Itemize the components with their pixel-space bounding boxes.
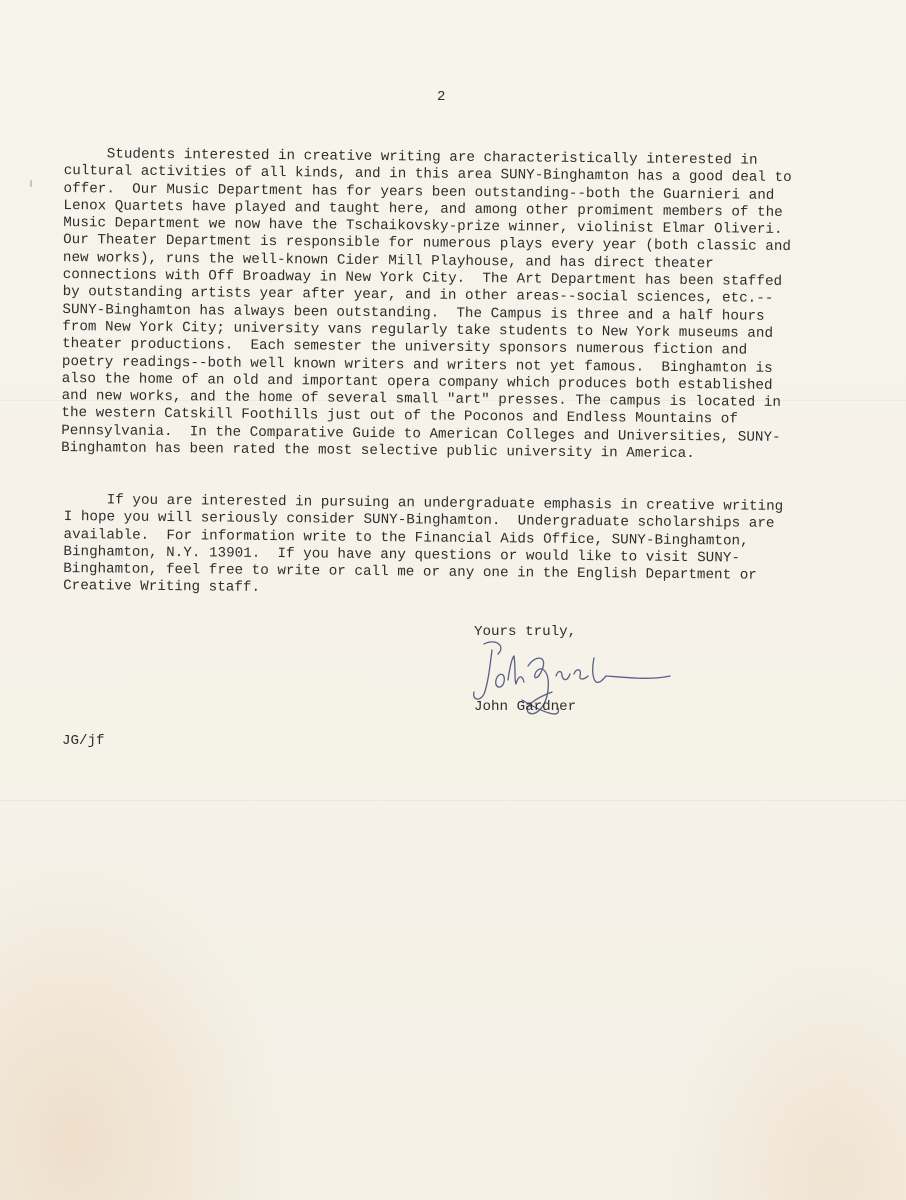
- body-paragraph-2: [63, 492, 854, 603]
- text-line: from New York City; university vans regularly take students to New York museums and: [62, 318, 774, 342]
- text-line: available. For information write to the Financial Aids Office, SUNY-Binghamton,: [63, 526, 749, 550]
- text-line: SUNY-Binghamton has always been outstanding. The Campus is three and a half hours: [62, 301, 765, 325]
- text-line: the western Catskill Foothills just out of the Poconos and Endless Mountains of: [61, 405, 739, 428]
- paper-mark: [30, 180, 32, 187]
- text-line: If you are interested in pursuing an undergraduate emphasis in creative writing: [63, 492, 784, 515]
- text-line: offer. Our Music Department has for years been outstanding--both the Guarnieri and: [63, 180, 775, 204]
- text-line: Binghamton, feel free to write or call me or any one in the English Department or: [63, 561, 757, 584]
- text-line: Students interested in creative writing are characteristically interested in: [63, 146, 758, 169]
- text-line: Lenox Quartets have played and taught here, and among other promiment members of the: [63, 197, 783, 221]
- text-line: cultural activities of all kinds, and in this area SUNY-Binghamton has a good deal to: [63, 163, 792, 187]
- text-line: theater productions. Each semester the university sponsors numerous fiction and: [62, 336, 748, 359]
- paper-crease: [0, 800, 906, 801]
- text-line: Pennsylvania. In the Comparative Guide to American Colleges and Universities, SUNY-: [61, 422, 781, 446]
- text-line: poetry readings--both well known writers and writers not yet famous. Binghamton is: [61, 353, 773, 377]
- page-number: 2: [437, 89, 446, 105]
- signer-name: John Gardner: [474, 699, 577, 715]
- text-line: Our Theater Department is responsible for numerous plays every year (both classic and: [63, 232, 792, 256]
- text-line: Creative Writing staff.: [63, 578, 261, 597]
- text-line: connections with Off Broadway in New York City. The Art Department has been staffed: [62, 267, 783, 290]
- text-line: also the home of an old and important opera company which produces both established: [61, 370, 773, 394]
- text-line: Binghamton has been rated the most selective public university in America.: [61, 440, 695, 463]
- text-line: by outstanding artists year after year, and in other areas--social sciences, etc.--: [62, 284, 774, 308]
- text-line: Binghamton, N.Y. 13901. If you have any questions or would like to visit SUNY-: [63, 543, 741, 567]
- body-paragraph-1: [61, 146, 854, 465]
- text-line: I hope you will seriously consider SUNY-Binghamton. Undergraduate scholarships are: [63, 509, 775, 533]
- closing-salutation: Yours truly,: [474, 624, 577, 640]
- text-line: and new works, and the home of several small "art" presses. The campus is located in: [61, 388, 782, 412]
- text-line: new works), runs the well-known Cider Mill Playhouse, and has direct theater: [62, 249, 714, 273]
- text-line: Music Department we now have the Tschaikovsky-prize winner, violinist Elmar Oliveri.: [63, 215, 783, 239]
- typist-initials: JG/jf: [62, 733, 105, 749]
